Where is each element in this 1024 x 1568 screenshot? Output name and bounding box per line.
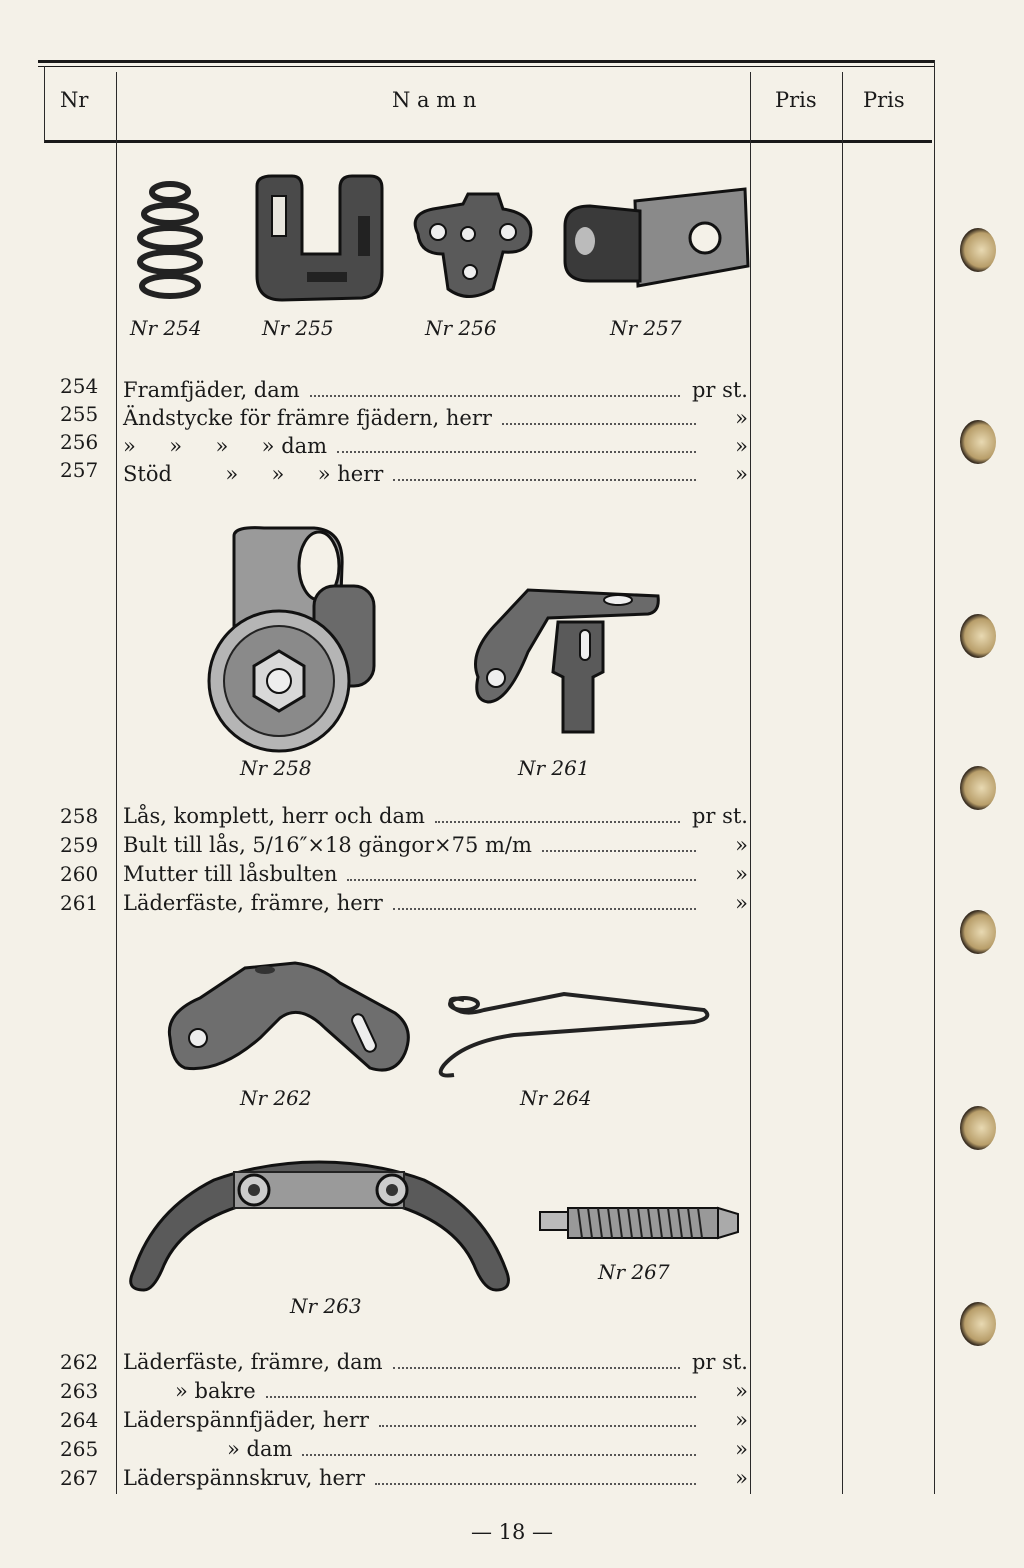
item-nr: 267 — [60, 1466, 99, 1490]
caption-258: Nr 258 — [240, 756, 312, 780]
item-nr: 263 — [60, 1379, 99, 1403]
binder-hole — [960, 1302, 996, 1346]
end-piece-illustration — [252, 176, 387, 306]
item-row — [123, 1350, 748, 1374]
top-rule — [38, 60, 934, 63]
support-illustration — [560, 186, 750, 301]
leather-bracket-dam-illustration — [160, 958, 415, 1083]
item-nr: 262 — [60, 1350, 99, 1374]
item-unit: » — [735, 862, 748, 886]
tension-spring-illustration — [424, 980, 714, 1080]
item-nr: 256 — [60, 430, 99, 454]
page-number: — 18 — — [470, 1520, 554, 1544]
item-unit: » — [735, 1466, 748, 1490]
caption-257: Nr 257 — [610, 316, 682, 340]
item-row — [123, 1466, 748, 1490]
item-name: Mutter till låsbulten — [123, 862, 338, 886]
rear-leather-bracket-illustration — [124, 1160, 514, 1295]
caption-254: Nr 254 — [130, 316, 202, 340]
col-divider-nr — [116, 72, 117, 1494]
item-row — [123, 804, 748, 828]
item-nr: 258 — [60, 804, 99, 828]
item-name: » dam — [227, 1437, 293, 1461]
leather-bracket-herr-illustration — [468, 582, 663, 742]
col-divider-namn — [750, 72, 751, 1494]
item-name: Läderfäste, främre, herr — [123, 891, 383, 915]
item-name: Ändstycke för främre fjädern, herr — [123, 406, 492, 430]
caption-255: Nr 255 — [262, 316, 334, 340]
caption-261: Nr 261 — [518, 756, 590, 780]
col-divider-right — [934, 60, 935, 1494]
binder-hole — [960, 1106, 996, 1150]
item-row — [123, 1437, 748, 1461]
header-namn: N a m n — [392, 88, 477, 112]
header-pris-1: Pris — [775, 88, 817, 112]
binder-hole — [960, 614, 996, 658]
lock-illustration — [204, 526, 384, 756]
item-unit: pr st. — [691, 378, 748, 402]
item-name: Läderspännfjäder, herr — [123, 1408, 369, 1432]
item-name: Läderspännskruv, herr — [123, 1466, 365, 1490]
item-unit: » — [735, 462, 748, 486]
tension-screw-illustration — [538, 1200, 743, 1248]
item-row — [123, 891, 748, 915]
item-unit: » — [735, 1437, 748, 1461]
item-nr: 265 — [60, 1437, 99, 1461]
item-unit: » — [735, 891, 748, 915]
item-unit: » — [735, 434, 748, 458]
caption-264: Nr 264 — [520, 1086, 592, 1110]
item-unit: » — [735, 1379, 748, 1403]
binder-hole — [960, 228, 996, 272]
item-unit: » — [735, 1408, 748, 1432]
binder-hole — [960, 420, 996, 464]
item-name: Bult till lås, 5/16″×18 gängor×75 m/m — [123, 833, 532, 857]
item-nr: 254 — [60, 374, 99, 398]
binder-hole — [960, 766, 996, 810]
item-unit: » — [735, 406, 748, 430]
item-row — [123, 833, 748, 857]
item-nr: 264 — [60, 1408, 99, 1432]
item-unit: pr st. — [691, 1350, 748, 1374]
item-name: Läderfäste, främre, dam — [123, 1350, 383, 1374]
item-nr: 260 — [60, 862, 99, 886]
item-name: Lås, komplett, herr och dam — [123, 804, 425, 828]
item-row — [123, 462, 748, 486]
spring-illustration — [130, 176, 210, 306]
header-nr: Nr — [60, 88, 89, 112]
item-nr: 255 — [60, 402, 99, 426]
item-name: Framfjäder, dam — [123, 378, 300, 402]
item-row — [123, 434, 748, 458]
item-row — [123, 1379, 748, 1403]
item-unit: » — [735, 833, 748, 857]
item-row — [123, 406, 748, 430]
item-unit: pr st. — [691, 804, 748, 828]
item-row — [123, 1408, 748, 1432]
item-nr: 261 — [60, 891, 99, 915]
binder-hole — [960, 910, 996, 954]
header-pris-2: Pris — [863, 88, 905, 112]
header-rule — [44, 140, 932, 143]
item-nr: 259 — [60, 833, 99, 857]
item-row — [123, 862, 748, 886]
top-rule-thin — [38, 66, 934, 67]
item-name: Stöd » » » herr — [123, 462, 384, 486]
item-name: » » » » dam — [123, 434, 328, 458]
item-nr: 257 — [60, 458, 99, 482]
caption-256: Nr 256 — [425, 316, 497, 340]
caption-262: Nr 262 — [240, 1086, 312, 1110]
col-divider-left — [44, 66, 45, 142]
caption-267: Nr 267 — [598, 1260, 670, 1284]
item-row — [123, 378, 748, 402]
item-name: » bakre — [175, 1379, 256, 1403]
col-divider-pris — [842, 72, 843, 1494]
end-piece-dam-illustration — [408, 194, 538, 304]
caption-263: Nr 263 — [290, 1294, 362, 1318]
